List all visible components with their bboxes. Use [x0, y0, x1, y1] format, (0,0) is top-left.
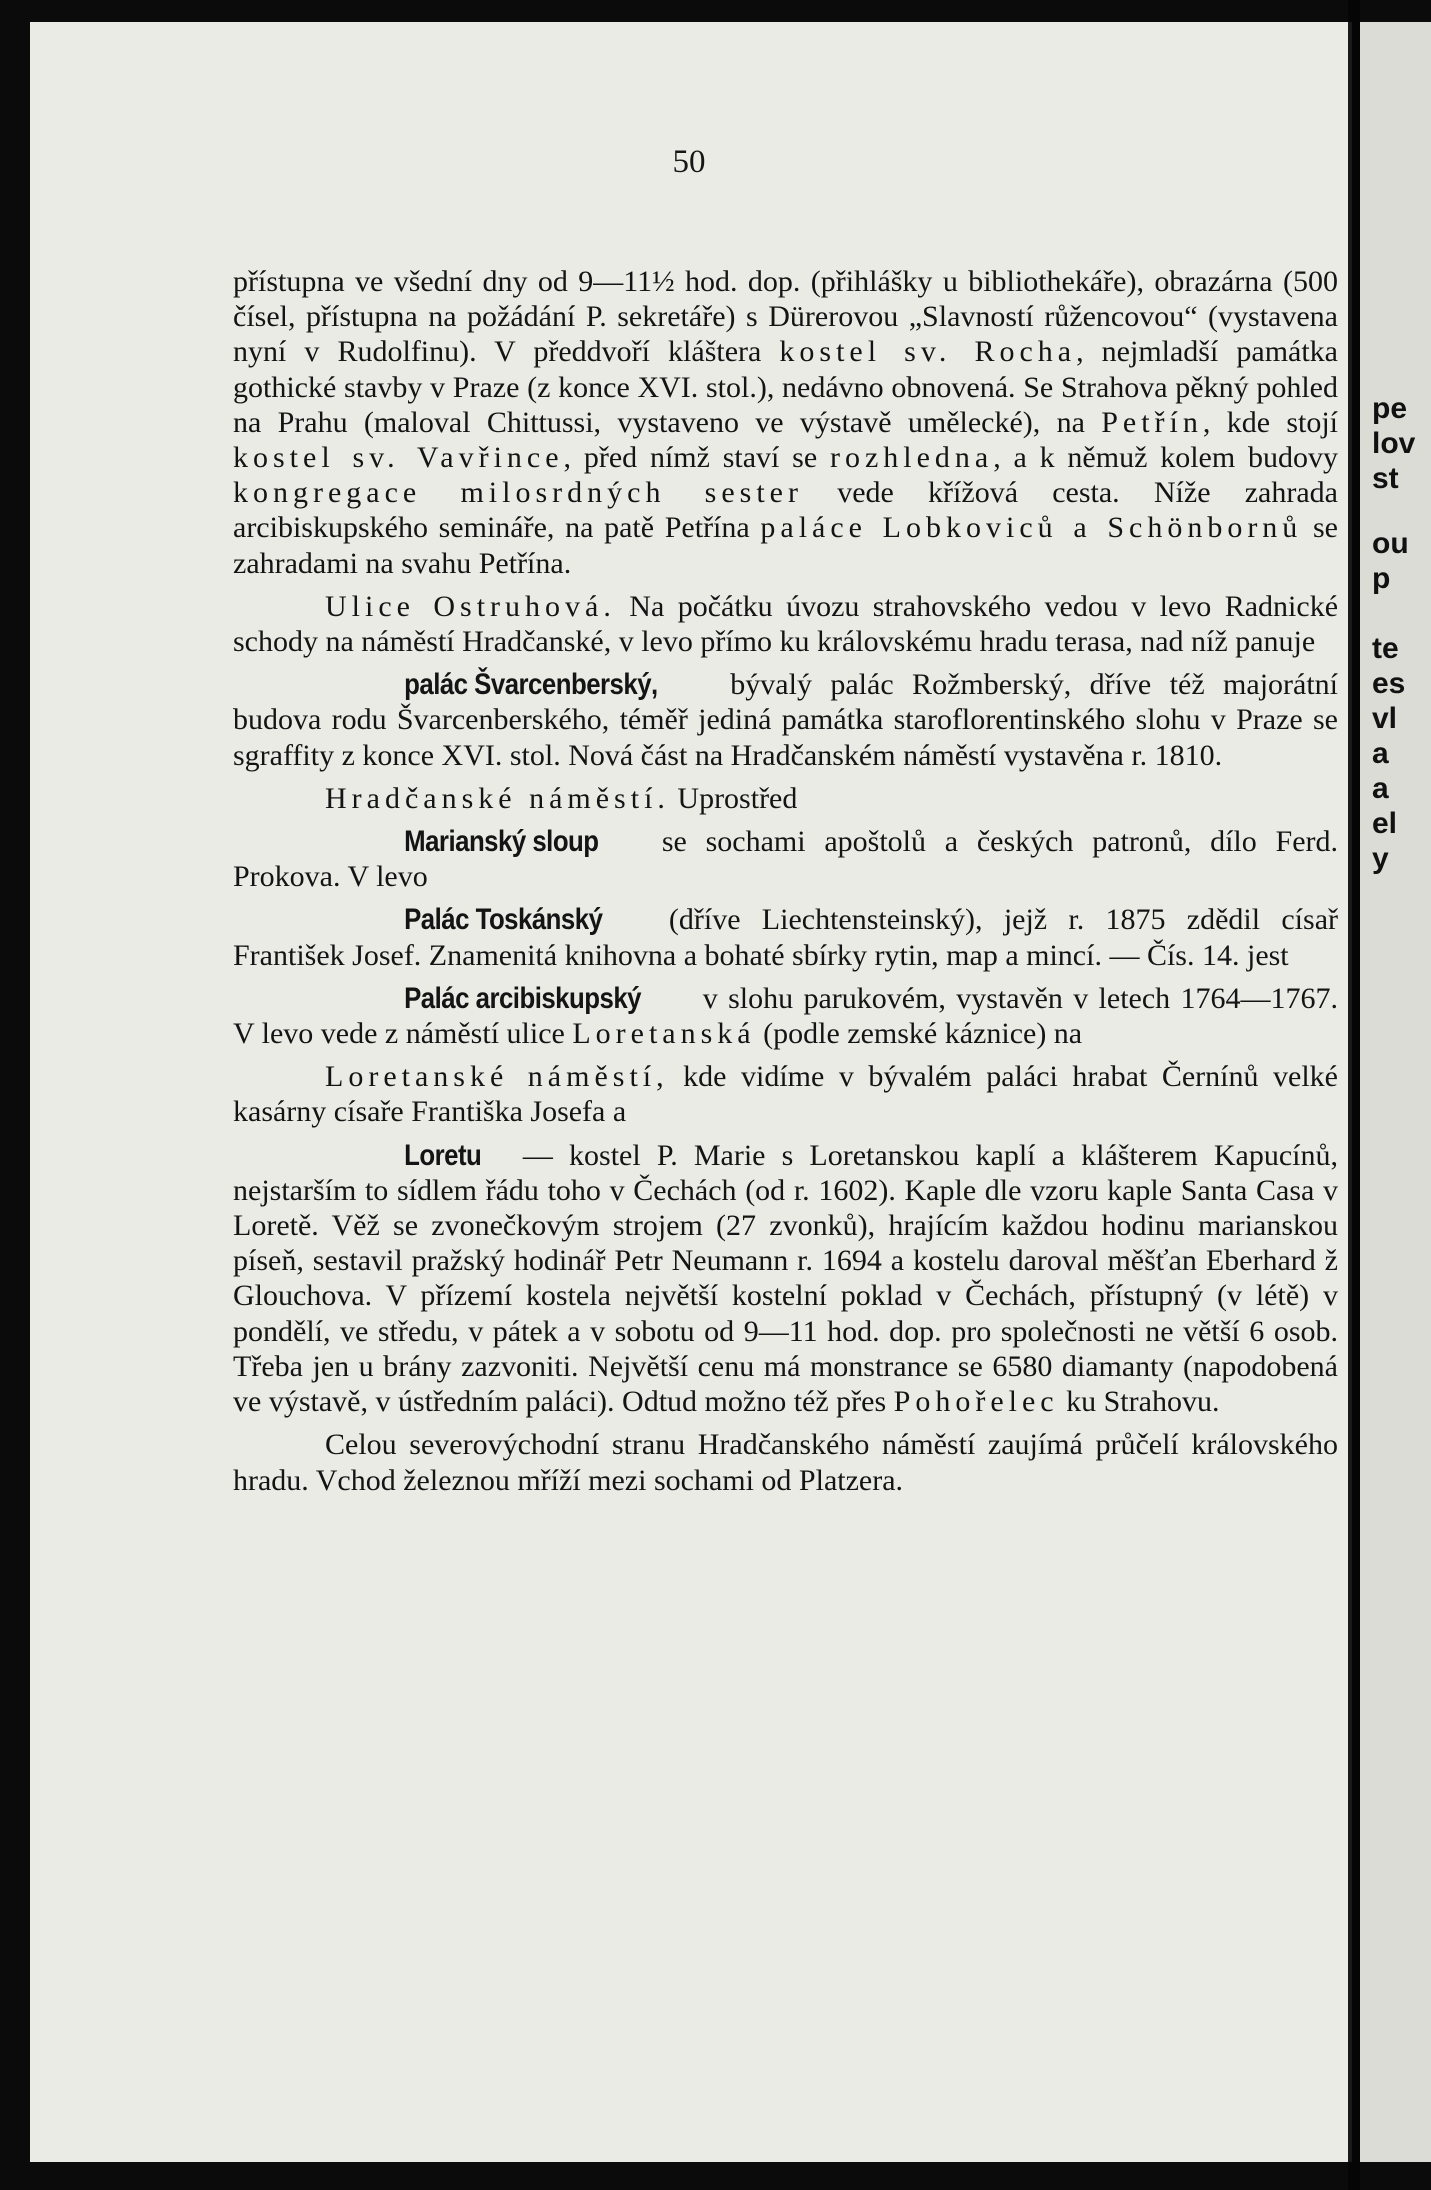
landmark-heading: palác Švarcenberský,	[404, 668, 658, 702]
fragment: lov	[1372, 427, 1416, 460]
landmark-heading: Palác Toskánský	[404, 903, 603, 937]
body-text	[233, 264, 1338, 1498]
paragraph-text: se sochami apoštolů a českých patronů, dílo Ferd. Prokova. V levo	[233, 825, 1338, 894]
square-heading: Hradčanské náměstí.	[325, 781, 670, 815]
street-heading: Ulice Ostruhová.	[325, 589, 616, 623]
street-name: Loretanská	[572, 1017, 756, 1051]
paragraph-hrad: Celou severovýchodní stranu Hradčanského náměstí zaujímá průčelí královského hradu. Vchod železnou mříží mezi sochami od Platzera.	[233, 1428, 1338, 1497]
street-name: Pohořelec	[893, 1385, 1059, 1419]
paragraph-text: (podle zemské káznice) na	[763, 1017, 1083, 1051]
landmark-heading: Marianský sloup	[404, 825, 599, 859]
emphasized-term: paláce Lobkoviců a Schönbornů	[760, 511, 1303, 545]
landmark-heading: Palác arcibiskupský	[404, 981, 642, 1015]
paragraph-text: Na počátku úvozu strahovského vedou v levo Radnické schody na náměstí Hradčanské, v levo přímo ku královskému hradu terasa, nad níž panuje	[233, 589, 1339, 659]
paragraph-hradcanske	[233, 781, 1338, 816]
fragment: a	[1372, 737, 1389, 770]
emphasized-term: rozhledna	[829, 441, 994, 475]
paragraph-marianske	[233, 824, 1338, 894]
fragment: st	[1372, 462, 1399, 495]
paragraph-text: Uprostřed	[677, 781, 798, 815]
paragraph-loreta	[233, 1138, 1338, 1420]
emphasized-term: kostel sv. Vavřince	[233, 441, 564, 475]
paragraph-ostruhova	[233, 589, 1338, 659]
fragment: el	[1372, 807, 1398, 840]
paragraph-svarcenbersky	[233, 667, 1338, 773]
paragraph-text: — kostel P. Marie s Loretanskou kaplí a klášterem Kapucínů, nejstarším to sídlem řádu toho v Čechách (od r. 1602). Kaple dle vzoru kaple Santa Casa v Loretě. Věž se zvonečkovým strojem (27 zvonků), hrajícím každou hodinu marianskou píseň, sestavil pražský hodinář Petr Neumann r. 1694 a kostelu daroval měšťan Eberhard ž Glouchova. V přízemí kostela největší kostelní poklad v Čechách, přístupný (v létě) v pondělí, ve středu, v pátek a v sobotu od 9—11 hod. dop. pro společnosti ne větší 6 osob. Třeba jen u brány zazvoniti. Největší cenu má monstrance se 6580 diamanty (napodobená ve výstavě, v ústředním paláci). Odtud možno též přes	[233, 1138, 1338, 1419]
fragment: y	[1372, 842, 1389, 875]
book-page	[30, 22, 1352, 2162]
paragraph-text: v slohu parukovém, vystavěn v letech 1764—1767. V levo vede z náměstí ulice	[233, 981, 1339, 1051]
emphasized-term: Petřín	[1101, 405, 1203, 439]
fragment: pe	[1372, 392, 1408, 425]
paragraph-loretanske	[233, 1059, 1338, 1129]
paragraph-arcibiskupsky	[233, 981, 1338, 1051]
paragraph-text: ku Strahovu.	[1066, 1385, 1220, 1419]
fragment: vl	[1372, 702, 1398, 735]
fragment: te	[1372, 632, 1399, 665]
paragraph-text: kde vidíme v bývalém paláci hrabat Černínů velké kasárny císaře Františka Josefa a	[233, 1060, 1338, 1129]
emphasized-term: kostel sv. Rocha	[779, 335, 1077, 369]
fragment: es	[1372, 667, 1406, 700]
page-number: 50	[672, 144, 706, 180]
paragraph-text: (dříve Liechtensteinský), jejž r. 1875 zdědil císař František Josef. Znamenitá knihovna a bohaté sbírky rytin, map a mincí. — Čís. 14. jest	[233, 903, 1339, 972]
emphasized-term: kongregace milosrdných sester	[233, 476, 803, 510]
fragment: a	[1372, 772, 1389, 805]
paragraph-text: bývalý palác Rožmberský, dříve též majorátní budova rodu Švarcenberského, téměř jediná památka staroflorentinského slohu v Praze se sgraffity z konce XVI. stol. Nová část na Hradčanském náměstí vystavěna r. 1810.	[233, 668, 1339, 772]
paragraph-toskansky	[233, 902, 1338, 972]
square-heading: Loretanské náměstí,	[325, 1060, 669, 1094]
landmark-heading: Loretu	[404, 1138, 482, 1172]
paragraph-strahov: přístupna ve všední dny od 9—11½ hod. dop. (přihlášky u bibliothekáře), obrazárna (500 čísel, přístupna na požádání P. sekretáře) s Dürerovou „Slavností růžencovou“ (vystavena nyní v Rudolfinu). V předdvoří kláštera kostel sv. Rocha, nejmladší památka gothické stavby v Praze (z konce XVI. stol.), nedávno obnovená. Se Strahova pěkný pohled na Prahu (maloval Chittussi, vystaveno ve výstavě umělecké), na Petřín, kde stojí kostel sv. Vavřince, před nímž staví se rozhledna, a k němuž kolem budovy kongregace milosrdných sester vede křížová cesta. Níže zahrada arcibiskupského semináře, na patě Petřína paláce Lobkoviců a Schönbornů se zahradami na svahu Petřína.	[233, 265, 1338, 580]
fragment: p	[1372, 562, 1391, 595]
adjacent-page-edge	[1360, 22, 1431, 2162]
fragment: ou	[1372, 527, 1409, 560]
